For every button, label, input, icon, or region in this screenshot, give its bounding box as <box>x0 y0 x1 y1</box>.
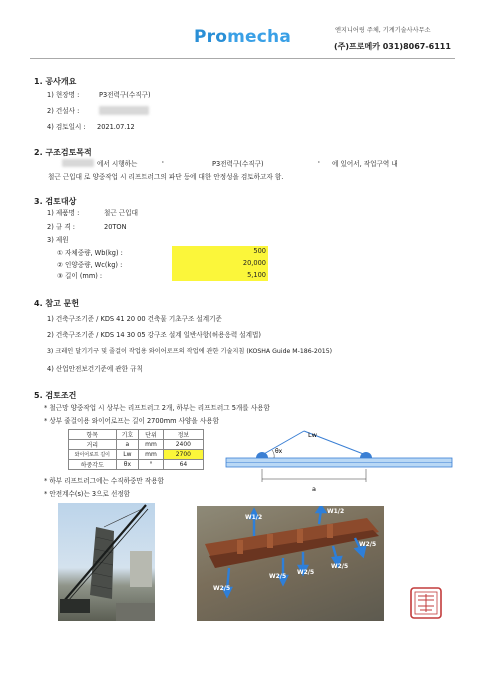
table-cell: ° <box>139 460 164 470</box>
purpose-line1-c: P3전력구(수직구) <box>212 160 264 168</box>
wire-left <box>262 431 304 455</box>
spec-value: 20TON <box>104 223 127 231</box>
section2-title: 2. 구조검토목적 <box>34 148 92 157</box>
section1-title: 1. 공사개요 <box>34 77 77 86</box>
section5-title: 5. 검토조건 <box>34 391 77 400</box>
product-label: 1) 제품명 : <box>47 209 80 217</box>
table-cell: 2700 <box>163 450 203 460</box>
reference-item: 4) 산업안전보건기준에 관한 규칙 <box>47 365 143 373</box>
reference-item: 1) 건축구조기준 / KDS 41 20 00 건축물 기초구조 설계기준 <box>47 315 222 323</box>
table-cell: 거리 <box>69 440 117 450</box>
table-cell: θx <box>116 460 139 470</box>
spec-label: 2) 규 격 : <box>47 223 76 231</box>
spec-row-weight-value: 500 <box>172 246 268 257</box>
lifting-diagram <box>222 425 454 495</box>
rebar-cage <box>90 527 114 599</box>
product-value: 철근 근입대 <box>104 209 138 217</box>
load-label: W1/2 <box>245 514 263 521</box>
label-theta: θx <box>275 448 283 455</box>
condition-note-1: * 철근망 양중작업 시 상부는 리프트러그 2개, 하부는 리프트러그 5개를 사용함 <box>44 404 270 412</box>
purpose-line2: 철근 근입대 로 양중작업 시 리프트러그의 파단 등에 대한 안정성을 검토하고자 함. <box>48 173 284 181</box>
condition-note-2: * 상부 줄걸이용 와이어로프는 길이 2700mm 사양을 사용함 <box>44 417 219 425</box>
table-cell: 와이어로프 길이 <box>69 450 117 460</box>
section3-title: 3. 검토대상 <box>34 197 77 206</box>
load-label: W2/5 <box>269 573 287 580</box>
table-cell: 64 <box>163 460 203 470</box>
client-redacted <box>62 159 94 167</box>
spec-row-length-value: 5,100 <box>172 269 268 281</box>
building-bg <box>130 551 152 587</box>
load-label: W2/5 <box>297 569 315 576</box>
purpose-line1-d: ' <box>318 160 320 168</box>
company-logo <box>194 27 291 47</box>
spec-row-lift-label: ② 인양중량, Wc(kg) : <box>57 261 123 269</box>
load-label: W2/5 <box>359 541 377 548</box>
load-label: W2/5 <box>331 563 349 570</box>
table-row <box>69 440 204 450</box>
section4-title: 4. 참고 문헌 <box>34 299 80 308</box>
logo-mecha: mecha <box>227 27 292 47</box>
logo-pro: Pro <box>194 27 228 47</box>
reference-item: 2) 건축구조기준 / KDS 14 30 05 강구조 설계 일반사항(허용응력 설계법) <box>47 331 261 339</box>
table-cell: 하중각도 <box>69 460 117 470</box>
angle-arc <box>272 450 274 458</box>
site-name-label: 1) 현장명 : <box>47 91 80 99</box>
table-cell: Lw <box>116 450 139 460</box>
table-cell: 2400 <box>163 440 203 450</box>
table-header-unit: 단위 <box>139 430 164 440</box>
label-lw: Lw <box>308 431 317 439</box>
crane-photo <box>58 503 155 621</box>
condition-note-4: * 안전계수(s)는 3으로 선정함 <box>44 490 131 498</box>
table-cell: a <box>116 440 139 450</box>
purpose-line1-b: ' <box>162 160 164 168</box>
crane-body <box>60 599 90 613</box>
table-header-item: 항목 <box>69 430 117 440</box>
builder-label: 2) 건설사 : <box>47 107 80 115</box>
review-date-label: 4) 검토일시 : <box>47 123 86 131</box>
dimensions-label: 3) 제원 <box>47 236 69 244</box>
label-a: a <box>312 485 316 493</box>
table-header-symbol: 기호 <box>116 430 139 440</box>
review-date-value: 2021.07.12 <box>97 123 135 131</box>
load-label: W2/5 <box>213 585 231 592</box>
rebar-lug-photo <box>197 506 384 621</box>
spec-row-weight-label: ① 자체중량, Wb(kg) : <box>57 249 123 257</box>
table-cell: mm <box>139 450 164 460</box>
spec-row-lift-value: 20,000 <box>172 257 268 269</box>
reference-item: 3) 크레인 달기기구 및 줄걸이 작업용 와이어로프의 작업에 관한 기술지침 (KOSHA Guide M-186-2015) <box>47 348 333 355</box>
load-label: W1/2 <box>327 508 345 515</box>
company-desc: 엔지니어링 주체, 기계기술사사무소 <box>335 27 431 34</box>
company-seal <box>408 585 444 621</box>
header-divider <box>30 58 455 59</box>
spec-row-length-label: ③ 길이 (mm) : <box>57 272 103 280</box>
condition-table <box>68 429 204 470</box>
builder-redacted <box>99 106 149 115</box>
purpose-line1-a: 에서 시행하는 <box>97 160 138 168</box>
condition-note-3: * 하부 리프트러그에는 수직하중만 작용함 <box>44 477 164 485</box>
table-header-value: 정보 <box>163 430 203 440</box>
company-name: (주)프로메카 031)8067-6111 <box>334 42 451 51</box>
table-row <box>69 460 204 470</box>
site-name-value: P3전력구(수직구) <box>99 91 151 99</box>
table-row <box>69 450 204 460</box>
purpose-line1-e: 에 있어서, 작업구역 내 <box>332 160 398 168</box>
table-cell: mm <box>139 440 164 450</box>
